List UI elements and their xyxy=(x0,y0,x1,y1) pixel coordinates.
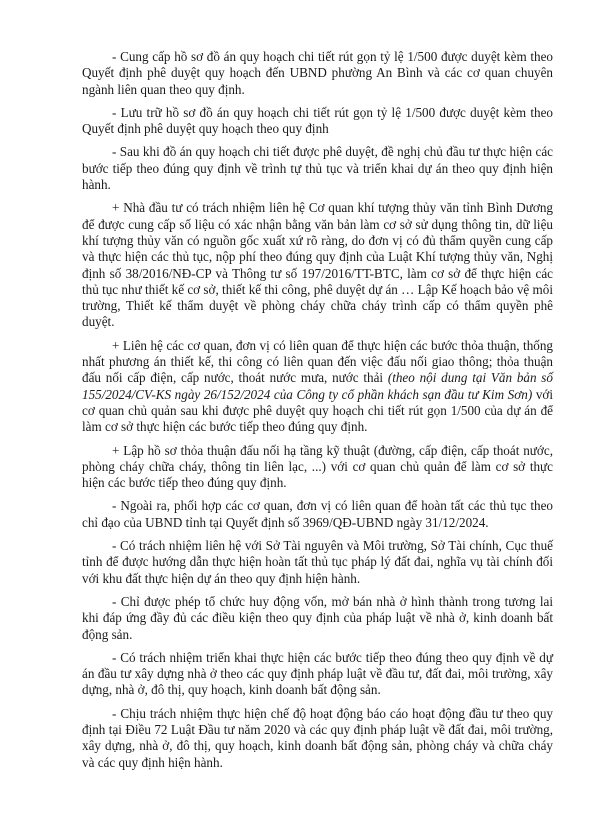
paragraph-provide-dossier: - Cung cấp hồ sơ đồ án quy hoạch chi tiết rút gọn tỷ lệ 1/500 được duyệt kèm theo Quyết định phê duyệt quy hoạch đến UBND phường An Bình và các cơ quan chuyên ngành liên quan theo quy định. xyxy=(82,49,553,97)
paragraph-infrastructure-connection: + Lập hồ sơ thỏa thuận đấu nối hạ tầng kỹ thuật (đường, cấp điện, cấp thoát nước, phòng cháy chữa cháy, thông tin liên lạc, ...) với cơ quan chủ quản để làm cơ sở thực hiện các bước tiếp theo đúng quy định. xyxy=(82,442,553,491)
paragraph-coordinate-procedures: - Ngoài ra, phối hợp các cơ quan, đơn vị có liên quan để hoàn tất các thủ tục theo chỉ đạo của UBND tỉnh tại Quyết định số 3969/QĐ-UBND ngày 31/12/2024. xyxy=(82,498,553,530)
paragraph-after-approval: - Sau khi đồ án quy hoạch chi tiết được phê duyệt, đề nghị chủ đầu tư thực hiện các bước tiếp theo đúng quy định về trình tự thủ tục và triển khai dự án theo quy định hiện hành. xyxy=(82,144,553,193)
paragraph-hydrometeorology: + Nhà đầu tư có trách nhiệm liên hệ Cơ quan khí tượng thủy văn tỉnh Bình Dương để được cung cấp số liệu có xác nhận bằng văn bản làm cơ sở sử dụng thông tin, dữ liệu khí tượng thủy văn có nguồn gốc xuất xứ rõ ràng, do đơn vị có đủ thẩm quyền cung cấp và thực hiện các thủ tục, nộp phí theo đúng quy định của Luật Khí tượng thủy văn, Nghị định số 38/2016/NĐ-CP và Thông tư số 197/2016/TT-BTC, làm cơ sở để thực hiện các thủ tục như thiết kế cơ sở, thiết kế thi công, phê duyệt dự án … Lập Kế hoạch bảo vệ môi trường, Thiết kế thẩm duyệt về phòng cháy chữa cháy trình cấp có thẩm quyền phê duyệt. xyxy=(82,200,553,330)
paragraph-land-finance: - Có trách nhiệm liên hệ với Sở Tài nguyên và Môi trường, Sở Tài chính, Cục thuế tỉnh để được hướng dẫn thực hiện hoàn tất thủ tục pháp lý đất đai, nghĩa vụ tài chính đối với khu đất thực hiện dự án theo quy định hiện hành. xyxy=(82,538,553,586)
paragraph-archive-dossier: - Lưu trữ hồ sơ đồ án quy hoạch chi tiết rút gọn tỷ lệ 1/500 được duyệt kèm theo Quyết định phê duyệt quy hoạch theo quy định xyxy=(82,104,553,137)
paragraph-contact-agencies xyxy=(82,338,553,436)
paragraph-contact-agencies-text-before: + Liên hệ các cơ quan, đơn vị có liên quan để thực hiện các bước thỏa thuận, thống nhất phương án thiết kế, thi công có liên quan đến việc đấu nối giao thông; thỏa thuận đấu nối cấp điện, cấp nước, thoát nước mưa, nước thải xyxy=(82,337,553,386)
document-page xyxy=(82,49,553,778)
paragraph-contact-agencies-reference: (theo nội dung tại Văn bản số 155/2024/CV-KS ngày 26/152/2024 của Công ty cổ phần khách sạn đầu tư Kim Sơn) xyxy=(82,370,553,402)
paragraph-next-steps: - Có trách nhiệm triển khai thực hiện các bước tiếp theo đúng theo quy định về dự án đầu tư xây dựng nhà ở theo các quy định pháp luật về đầu tư, đất đai, môi trường, xây dựng, nhà ở, đô thị, quy hoạch, kinh doanh bất động sản. xyxy=(82,649,553,698)
paragraph-reporting: - Chịu trách nhiệm thực hiện chế độ hoạt động báo cáo hoạt động đầu tư theo quy định tại Điều 72 Luật Đầu tư năm 2020 và các quy định pháp luật về đất đai, môi trường, xây dựng, nhà ở, đô thị, quy hoạch, kinh doanh bất động sản, phòng cháy và chữa cháy và các quy định hiện hành. xyxy=(82,705,553,770)
paragraph-contact-agencies-text-after: với cơ quan chủ quản sau khi được phê duyệt quy hoạch chi tiết rút gọn 1/500 của dự án để làm cơ sở thực hiện các bước tiếp theo đúng quy định. xyxy=(82,386,553,435)
paragraph-capital-mobilization: - Chỉ được phép tổ chức huy động vốn, mở bán nhà ở hình thành trong tương lai khi đáp ứng đầy đủ các điều kiện theo quy định của pháp luật về nhà ở, kinh doanh bất động sản. xyxy=(82,593,553,642)
